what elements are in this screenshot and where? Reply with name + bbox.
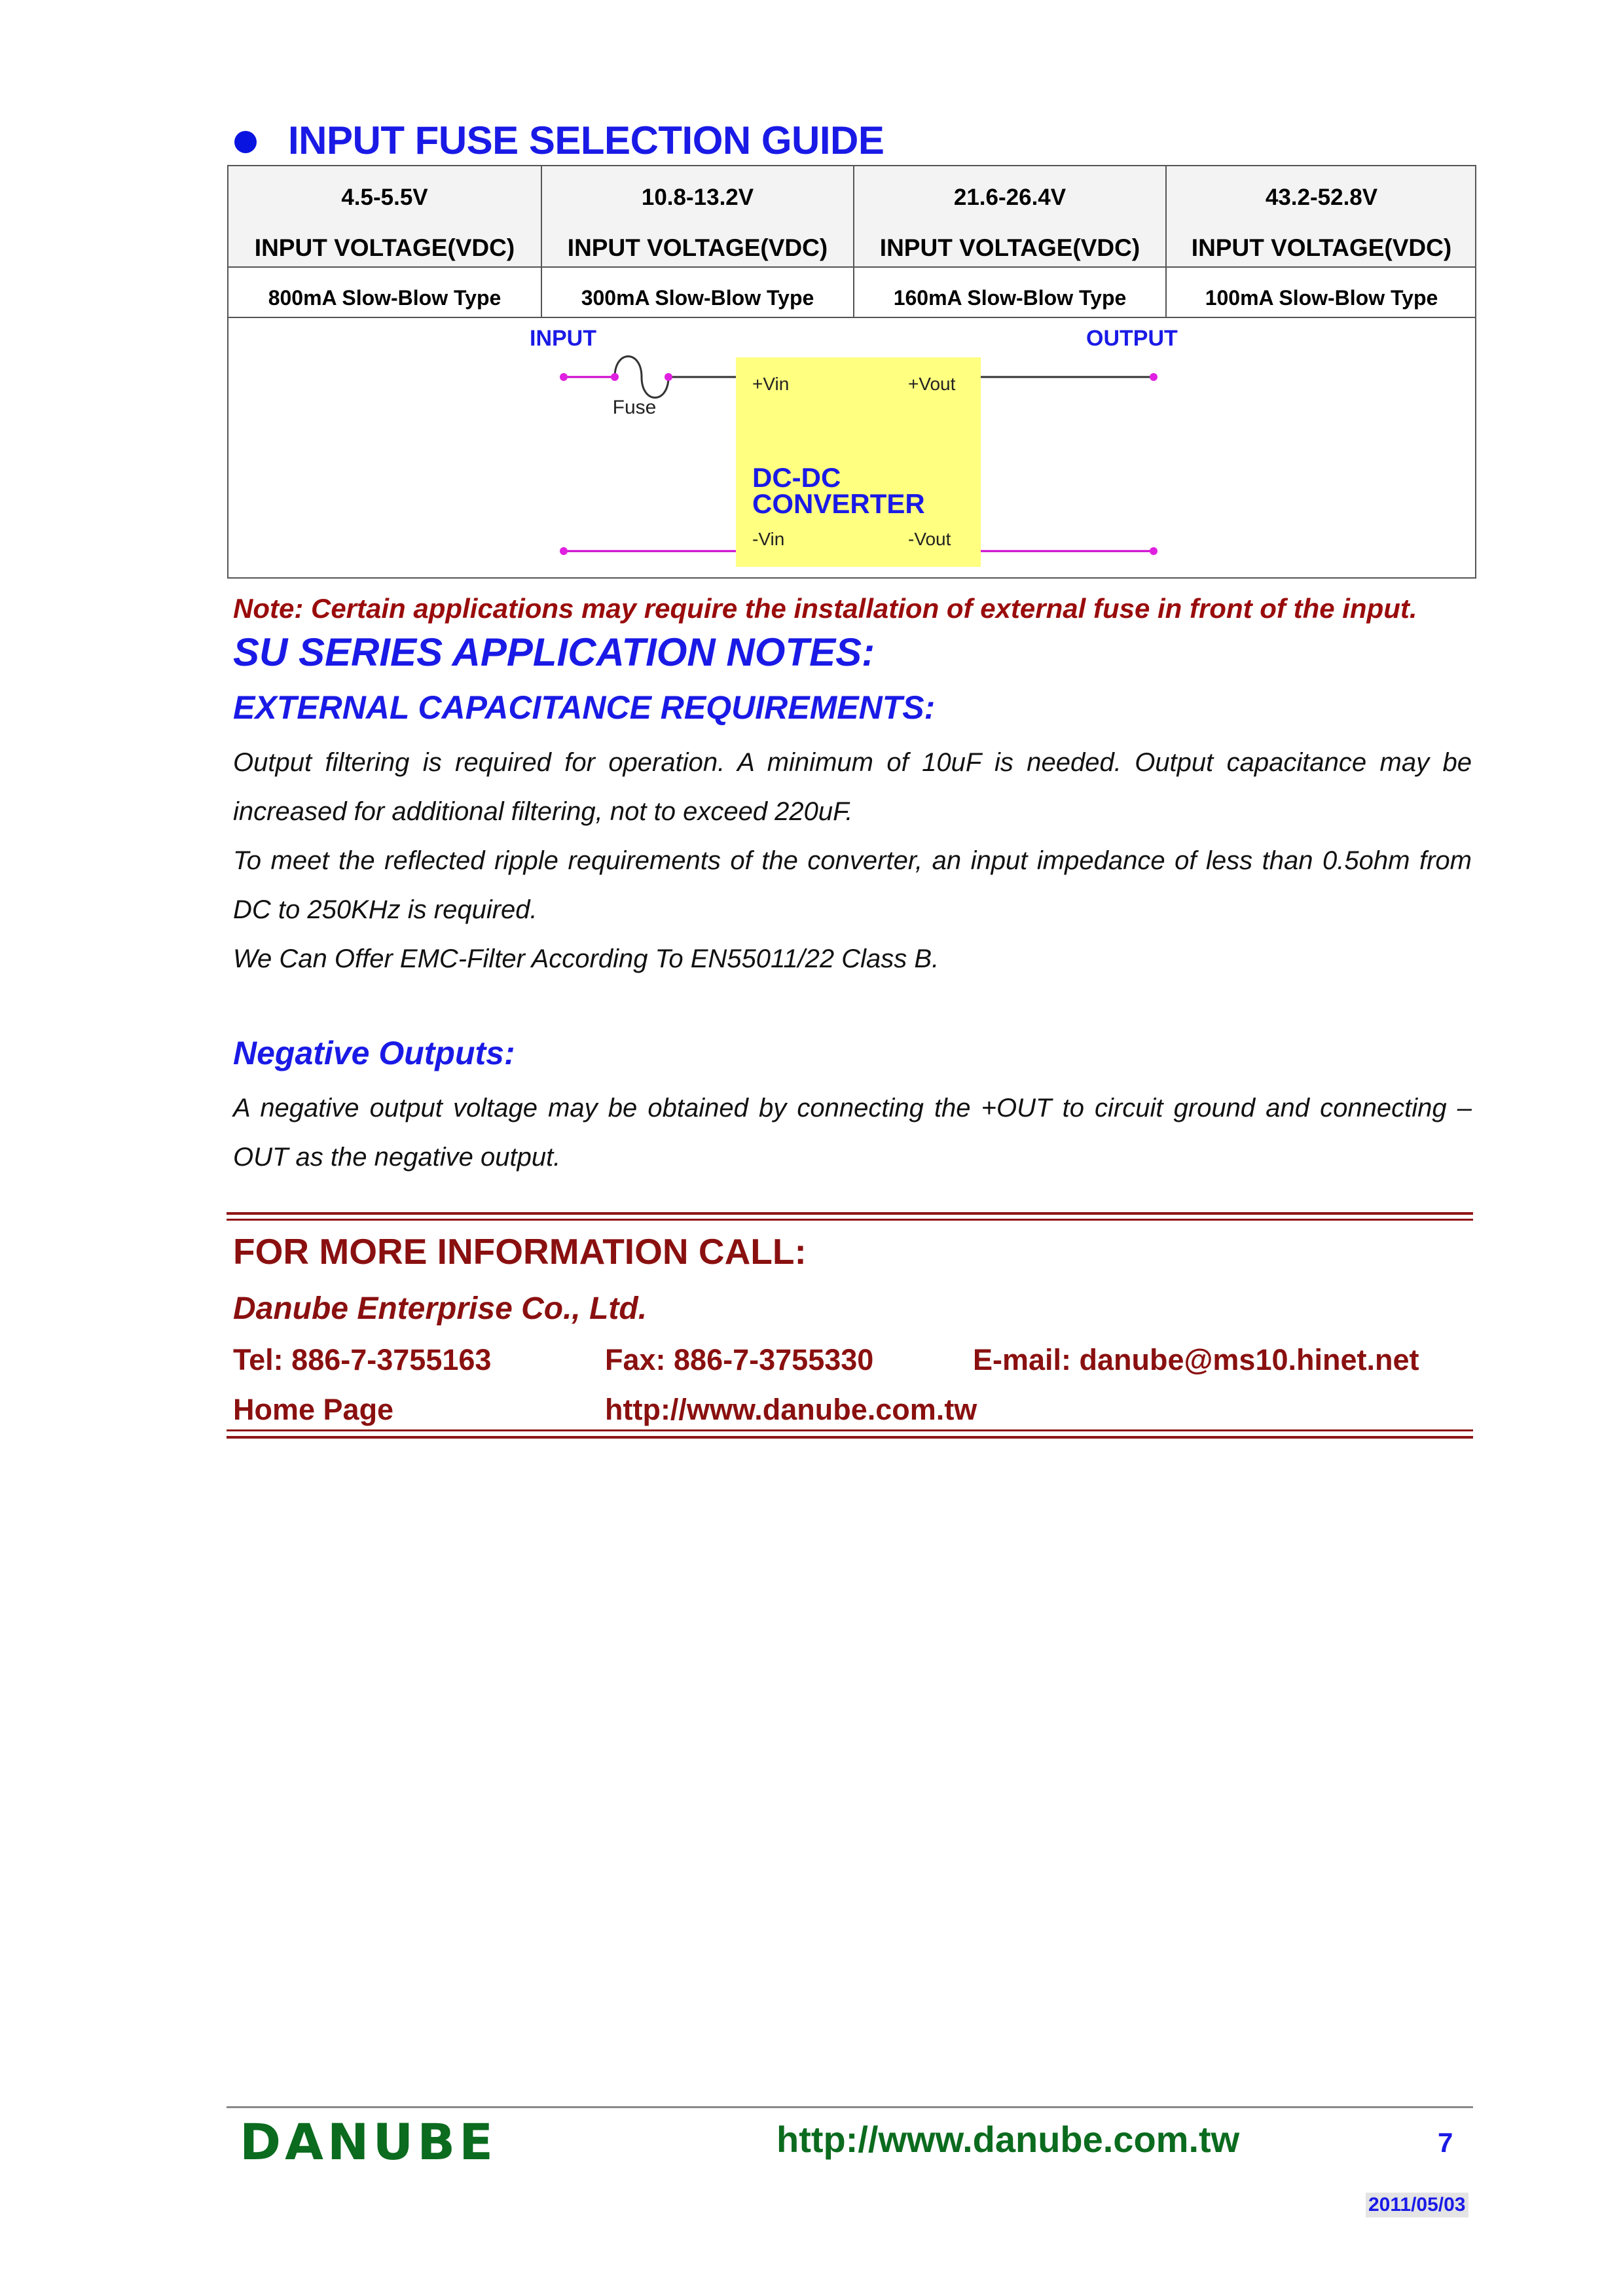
fuse-type: 800mA Slow-Blow Type	[268, 286, 501, 310]
company-name: Danube Enterprise Co., Ltd.	[233, 1291, 647, 1326]
section-title: INPUT FUSE SELECTION GUIDE	[288, 118, 884, 162]
home-page-link[interactable]: http://www.danube.com.tw	[605, 1393, 977, 1426]
voltage-range: 21.6-26.4V	[953, 185, 1067, 210]
negative-outputs-title: Negative Outputs:	[233, 1035, 515, 1071]
home-page-label: Home Page	[233, 1393, 394, 1426]
output-label: OUTPUT	[1086, 326, 1178, 351]
application-notes-title: SU SERIES APPLICATION NOTES:	[233, 630, 875, 674]
fuse-symbol	[615, 357, 668, 398]
capacitance-paragraph-3: We Can Offer EMC-Filter According To EN55011/22 Class B.	[233, 944, 939, 973]
telephone: Tel: 886-7-3755163	[233, 1343, 492, 1376]
voltage-range: 43.2-52.8V	[1265, 185, 1378, 210]
page-number: 7	[1438, 2127, 1453, 2158]
fuse-cell	[228, 266, 541, 317]
header-cell	[853, 166, 1165, 266]
contact-title: FOR MORE INFORMATION CALL:	[233, 1231, 807, 1272]
fuse-type: 160mA Slow-Blow Type	[893, 286, 1127, 310]
vout-minus-label: -Vout	[908, 529, 951, 549]
voltage-label: INPUT VOLTAGE(VDC)	[1191, 234, 1452, 261]
table-header-row	[228, 166, 1475, 268]
fuse-cell	[541, 266, 853, 317]
fuse-label: Fuse	[612, 397, 657, 418]
contact-top-rule-2	[227, 1219, 1473, 1221]
fuse-cell	[1165, 266, 1476, 317]
fuse-cell	[853, 266, 1165, 317]
negative-outputs-paragraph: A negative output voltage may be obtained by connecting the +OUT to circuit ground and connecting –OUT as the negative output.	[233, 1094, 1472, 1172]
fuse-selection-table	[227, 165, 1476, 579]
footer-url-link[interactable]: http://www.danube.com.tw	[776, 2119, 1240, 2160]
voltage-label: INPUT VOLTAGE(VDC)	[254, 234, 515, 261]
voltage-label: INPUT VOLTAGE(VDC)	[879, 234, 1140, 261]
voltage-label: INPUT VOLTAGE(VDC)	[567, 234, 828, 261]
table-fuse-row	[228, 266, 1475, 318]
email-link[interactable]: E-mail: danube@ms10.hinet.net	[973, 1343, 1419, 1376]
contact-top-rule	[227, 1212, 1473, 1215]
converter-title-1: DC-DC	[752, 462, 841, 493]
fuse-type: 300mA Slow-Blow Type	[581, 286, 814, 310]
fuse-type: 100mA Slow-Blow Type	[1205, 286, 1438, 310]
terminal-dot	[665, 373, 672, 381]
vout-plus-label: +Vout	[908, 374, 956, 394]
fuse-note: Note: Certain applications may require the installation of external fuse in front of the input.	[233, 593, 1417, 624]
terminal-dot	[611, 373, 619, 381]
capacitance-paragraph-2: To meet the reflected ripple requirements of the converter, an input impedance of less than 0.5ohm from DC to 250KHz is required.	[233, 846, 1472, 924]
header-cell	[1165, 166, 1476, 266]
header-cell	[541, 166, 853, 266]
document-date: 2011/05/03	[1366, 2193, 1468, 2217]
capacitance-title: EXTERNAL CAPACITANCE REQUIREMENTS:	[233, 689, 936, 726]
voltage-range: 10.8-13.2V	[641, 185, 754, 210]
input-label: INPUT	[530, 326, 596, 351]
terminal-dot	[1150, 373, 1158, 381]
terminal-dot	[560, 547, 568, 555]
header-cell	[228, 166, 541, 266]
circuit-diagram	[228, 317, 1475, 579]
brand-logo: DANUBE	[240, 2113, 498, 2171]
contact-bottom-rule-2	[227, 1436, 1473, 1439]
terminal-dot	[560, 373, 568, 381]
terminal-dot	[1150, 547, 1158, 555]
converter-title-2: CONVERTER	[752, 488, 925, 519]
fax: Fax: 886-7-3755330	[605, 1343, 874, 1376]
bullet-icon	[234, 131, 257, 153]
footer-rule	[227, 2106, 1473, 2108]
capacitance-paragraph-1: Output filtering is required for operation. A minimum of 10uF is needed. Output capacitance may be increased for additional filtering, not to exceed 220uF.	[233, 748, 1472, 826]
voltage-range: 4.5-5.5V	[341, 185, 428, 210]
vin-minus-label: -Vin	[752, 529, 785, 549]
vin-plus-label: +Vin	[752, 374, 790, 394]
contact-bottom-rule	[227, 1429, 1473, 1431]
